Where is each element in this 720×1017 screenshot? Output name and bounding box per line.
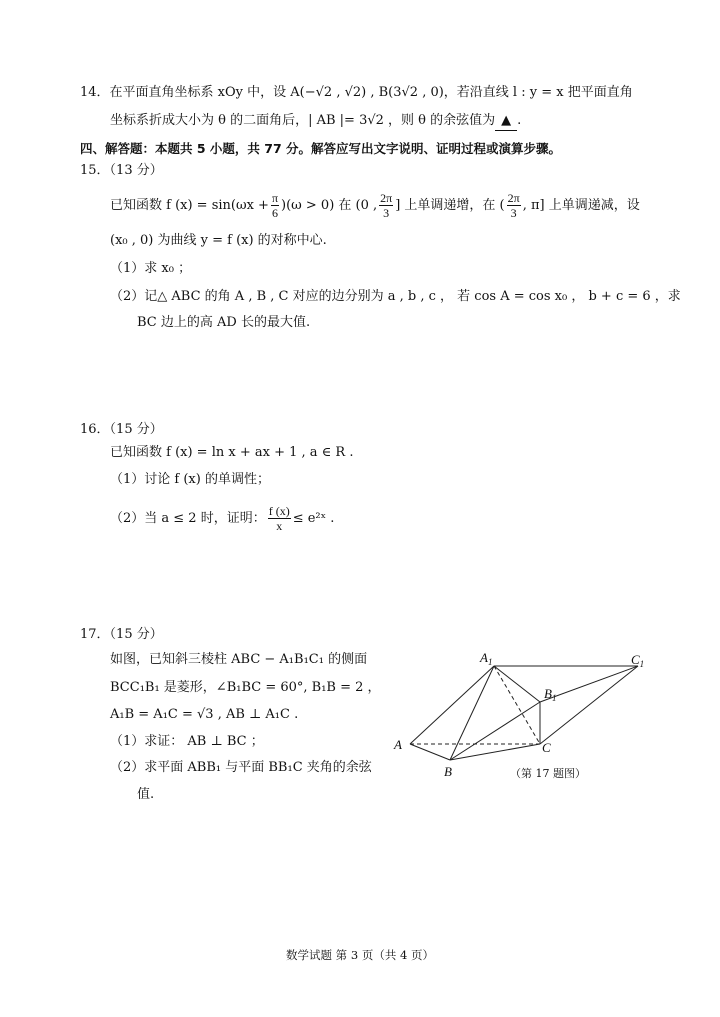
- edge-a1-c-hidden: [494, 666, 540, 744]
- frac-num: 2π: [380, 191, 393, 205]
- q15-stem-c: ] 上单调递增，在 (: [395, 198, 505, 213]
- q15-frac-2pi-3-b: [507, 191, 521, 220]
- q15-part2-cont: BC 边上的高 AD 长的最大值.: [137, 315, 311, 330]
- q15-stem-d: , π] 上单调递减，设: [522, 198, 640, 213]
- q15-frac-pi-6: [271, 191, 279, 220]
- q17-header: [80, 626, 163, 644]
- q14-line1: [80, 84, 633, 102]
- label-b: B: [444, 764, 452, 779]
- label-c1: $C_1$: [631, 652, 645, 669]
- q17-part2-cont: 值.: [137, 787, 155, 802]
- label-a1: $A_1$: [480, 650, 493, 667]
- q17-part1: （1）求证： AB ⊥ BC ；: [110, 734, 264, 749]
- q16-stem: 已知函数 f (x) = ln x + ax + 1 , a ∈ R .: [110, 445, 354, 460]
- frac-num: 2π: [507, 191, 520, 205]
- q14-text2: 坐标系折成大小为 θ 的二面角后，| AB |= 3√2 ，则 θ 的余弦值为: [110, 113, 496, 128]
- section4-header: 四、解答题：本题共 5 小题，共 77 分。解答应写出文字说明、证明过程或演算步骤。: [80, 141, 562, 156]
- q17-points: （15 分）: [109, 627, 163, 642]
- edge-a1-b1: [494, 666, 540, 702]
- q16-part1: （1）讨论 f (x) 的单调性；: [110, 472, 270, 487]
- q16-number: 16．: [80, 422, 110, 437]
- prism-figure: [388, 648, 660, 782]
- figure-caption: （第 17 题图）: [510, 767, 586, 780]
- label-c: C: [542, 740, 551, 755]
- q17-line2: BCC₁B₁ 是菱形，∠B₁BC = 60°, B₁B = 2 ，: [110, 680, 381, 695]
- edge-a-a1: [410, 666, 494, 744]
- q15-line2: (x₀ , 0) 为曲线 y = f (x) 的对称中心.: [110, 233, 327, 248]
- label-a: A: [394, 737, 402, 752]
- q15-number: 15．: [80, 163, 110, 178]
- q15-stem-b: )(ω > 0) 在 (0 ,: [281, 198, 378, 213]
- q16-part2-a: （2）当 a ≤ 2 时，证明：: [110, 511, 266, 526]
- label-b1: $B_1$: [544, 686, 557, 703]
- frac-num: f (x): [268, 504, 290, 518]
- q15-header: [80, 162, 163, 180]
- q16-frac-fx-x: [268, 504, 291, 533]
- frac-den: 6: [271, 206, 278, 220]
- q14-line2: [110, 112, 521, 131]
- frac-num: π: [271, 191, 279, 205]
- q17-line3: A₁B = A₁C = √3 , AB ⊥ A₁C .: [110, 707, 299, 722]
- q14-blank-mark: ▲: [501, 113, 512, 128]
- q17-line1: 如图，已知斜三棱柱 ABC − A₁B₁C₁ 的侧面: [110, 652, 368, 667]
- q16-header: [80, 421, 163, 439]
- q17-part2: （2）求平面 ABB₁ 与平面 BB₁C 夹角的余弦: [110, 760, 372, 775]
- q16-points: （15 分）: [109, 422, 163, 437]
- edge-a-b: [410, 744, 450, 760]
- q15-part2: （2）记△ ABC 的角 A , B , C 对应的边分别为 a , b , c ， 若 cos A = cos x₀ ， b + c = 6 ，求: [110, 289, 681, 304]
- q15-stem-a: 已知函数 f (x) = sin(ωx +: [110, 198, 269, 213]
- edge-c-c1: [540, 666, 638, 744]
- q15-frac-2pi-3-a: [379, 191, 393, 220]
- page-footer: 数学试题 第 3 页（共 4 页）: [286, 948, 434, 962]
- q14-end: .: [517, 113, 522, 128]
- q17-number: 17．: [80, 627, 110, 642]
- q15-points: （13 分）: [109, 163, 163, 178]
- q14-number: 14．: [80, 85, 110, 100]
- q16-part2: [110, 504, 334, 533]
- q14-text1: 在平面直角坐标系 xOy 中，设 A(−√2 , √2) , B(3√2 , 0)，若沿直线 l : y = x 把平面直角: [109, 85, 633, 100]
- frac-den: 3: [510, 206, 517, 220]
- frac-den: x: [276, 519, 283, 533]
- edge-b-c: [450, 744, 540, 760]
- frac-den: 3: [383, 206, 390, 220]
- q16-part2-b: ≤ e²ˣ .: [292, 511, 335, 526]
- q14-answer-blank: [495, 112, 517, 131]
- q15-part1: （1）求 x₀ ；: [110, 261, 192, 276]
- q15-stem: [110, 191, 640, 220]
